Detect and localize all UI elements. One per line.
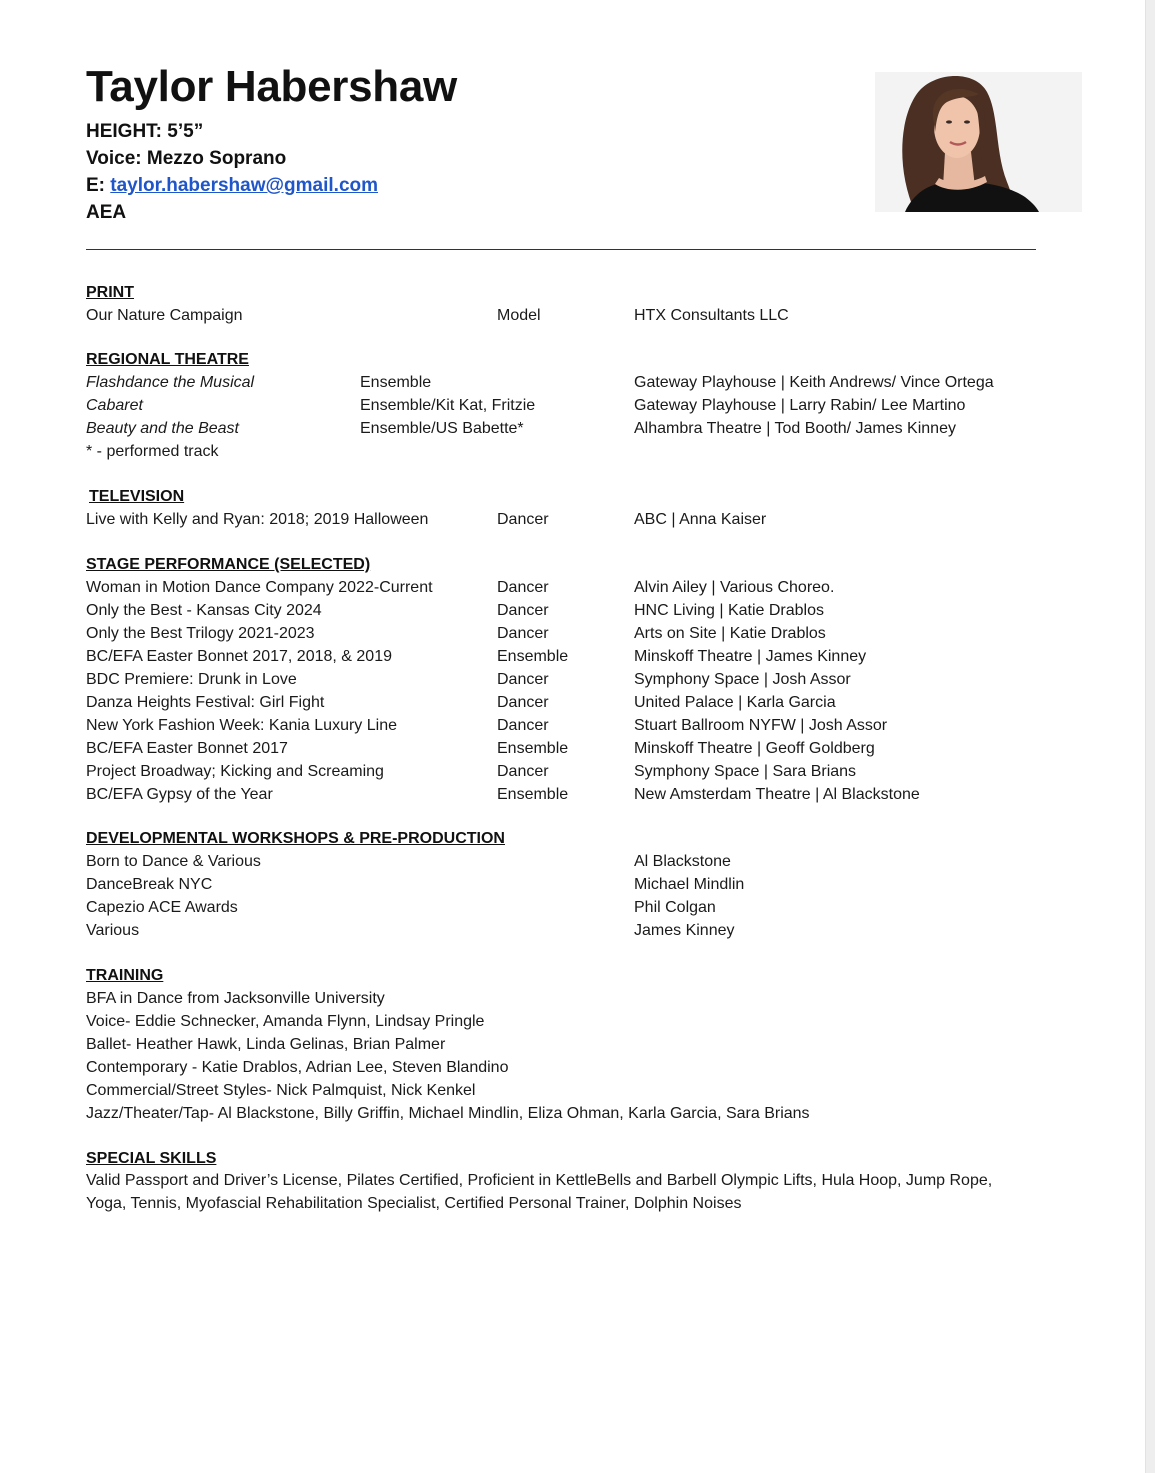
credit-row [86, 371, 1086, 394]
special-skills-section [86, 1147, 1026, 1215]
training-line: Commercial/Street Styles- Nick Palmquist, Nick Kenkel [86, 1082, 476, 1099]
role: Dancer [497, 717, 549, 734]
credit-row [86, 508, 1086, 531]
credit: Arts on Site | Katie Drablos [634, 625, 826, 642]
union-line: AEA [86, 202, 127, 223]
project: BC/EFA Easter Bonnet 2017 [86, 740, 288, 757]
role: Model [497, 307, 541, 324]
project: Only the Best Trilogy 2021-2023 [86, 625, 315, 642]
role: Ensemble/US Babette* [360, 420, 524, 437]
credit: James Kinney [634, 922, 735, 939]
credit: New Amsterdam Theatre | Al Blackstone [634, 786, 920, 803]
regional-theatre-section [86, 348, 1086, 463]
role: Dancer [497, 602, 549, 619]
headshot-illustration [875, 72, 1082, 212]
project: Only the Best - Kansas City 2024 [86, 602, 322, 619]
credit: Minskoff Theatre | James Kinney [634, 648, 867, 665]
page-edge [1145, 0, 1155, 1473]
email-line [86, 172, 378, 199]
credit-row [86, 599, 1086, 622]
skills-text: Valid Passport and Driver’s License, Pilates Certified, Proficient in KettleBells and Barbell Olympic Lifts, Hula Hoop, Jump Rope, Yoga, Tennis, Myofascial Rehabilitation Specialist, Certified Personal Trainer, Dolphin Noises [86, 1172, 993, 1212]
project: BDC Premiere: Drunk in Love [86, 671, 297, 688]
section-title: TRAINING [86, 967, 164, 984]
workshops-section [86, 827, 1086, 942]
credit: Stuart Ballroom NYFW | Josh Assor [634, 717, 888, 734]
credit-row [86, 645, 1086, 668]
email-prefix: E: [86, 175, 111, 196]
credit: Michael Mindlin [634, 876, 745, 893]
credit: Symphony Space | Josh Assor [634, 671, 851, 688]
contact-info [86, 118, 378, 226]
credit: Alhambra Theatre | Tod Booth/ James Kinney [634, 420, 956, 437]
credit: Al Blackstone [634, 853, 731, 870]
credit-row [86, 304, 1086, 327]
project: Capezio ACE Awards [86, 899, 238, 916]
role: Ensemble [497, 786, 569, 803]
project: BC/EFA Easter Bonnet 2017, 2018, & 2019 [86, 648, 392, 665]
training-line: Voice- Eddie Schnecker, Amanda Flynn, Lindsay Pringle [86, 1013, 485, 1030]
footnote: * - performed track [86, 443, 219, 460]
credit-row [86, 783, 1086, 806]
credit: HNC Living | Katie Drablos [634, 602, 825, 619]
height-line: HEIGHT: 5’5” [86, 121, 204, 142]
role: Dancer [497, 625, 549, 642]
credit: Alvin Ailey | Various Choreo. [634, 579, 835, 596]
project: Flashdance the Musical [86, 374, 255, 391]
credit: Phil Colgan [634, 899, 716, 916]
voice-line: Voice: Mezzo Soprano [86, 148, 287, 169]
section-title: DEVELOPMENTAL WORKSHOPS & PRE-PRODUCTION [86, 830, 505, 847]
project: Born to Dance & Various [86, 853, 261, 870]
role: Dancer [497, 511, 549, 528]
project: BC/EFA Gypsy of the Year [86, 786, 273, 803]
section-title: REGIONAL THEATRE [86, 351, 249, 368]
training-line: Jazz/Theater/Tap- Al Blackstone, Billy Griffin, Michael Mindlin, Eliza Ohman, Karla Garcia, Sara Brians [86, 1105, 810, 1122]
role: Ensemble [360, 374, 432, 391]
project: Our Nature Campaign [86, 307, 243, 324]
credit: United Palace | Karla Garcia [634, 694, 836, 711]
credit: HTX Consultants LLC [634, 307, 789, 324]
credit-row [86, 737, 1086, 760]
credit: Minskoff Theatre | Geoff Goldberg [634, 740, 875, 757]
section-title: TELEVISION [89, 488, 185, 505]
credit: Gateway Playhouse | Larry Rabin/ Lee Martino [634, 397, 966, 414]
television-section [86, 485, 1086, 531]
project: Various [86, 922, 140, 939]
credit: ABC | Anna Kaiser [634, 511, 767, 528]
credit: Symphony Space | Sara Brians [634, 763, 857, 780]
credit-row [86, 691, 1086, 714]
credit-row [86, 919, 1086, 942]
training-section [86, 964, 1086, 1125]
project: Project Broadway; Kicking and Screaming [86, 763, 384, 780]
credit-row [86, 622, 1086, 645]
credit-row [86, 850, 1086, 873]
credit: Gateway Playhouse | Keith Andrews/ Vince Ortega [634, 374, 994, 391]
project: Danza Heights Festival: Girl Fight [86, 694, 325, 711]
section-title: SPECIAL SKILLS [86, 1150, 217, 1167]
credit-row [86, 760, 1086, 783]
email-link[interactable]: taylor.habershaw@gmail.com [110, 175, 379, 196]
role: Ensemble [497, 740, 569, 757]
headshot-photo [875, 72, 1082, 212]
stage-performance-section [86, 553, 1086, 806]
performer-name: Taylor Habershaw [86, 62, 457, 111]
training-line: Contemporary - Katie Drablos, Adrian Lee, Steven Blandino [86, 1059, 509, 1076]
credit-row [86, 896, 1086, 919]
project: Woman in Motion Dance Company 2022-Current [86, 579, 433, 596]
role: Ensemble [497, 648, 569, 665]
project: Beauty and the Beast [86, 420, 239, 437]
credit-row [86, 668, 1086, 691]
role: Dancer [497, 763, 549, 780]
credit-row [86, 394, 1086, 417]
project: Live with Kelly and Ryan: 2018; 2019 Halloween [86, 511, 429, 528]
role: Dancer [497, 694, 549, 711]
print-section [86, 281, 1086, 327]
section-title: STAGE PERFORMANCE (SELECTED) [86, 556, 371, 573]
role: Dancer [497, 671, 549, 688]
role: Dancer [497, 579, 549, 596]
training-line: Ballet- Heather Hawk, Linda Gelinas, Brian Palmer [86, 1036, 446, 1053]
header-divider [86, 249, 1036, 250]
role: Ensemble/Kit Kat, Fritzie [360, 397, 536, 414]
project: Cabaret [86, 397, 143, 414]
credit-row [86, 873, 1086, 896]
training-line: BFA in Dance from Jacksonville University [86, 990, 385, 1007]
credit-row [86, 714, 1086, 737]
project: DanceBreak NYC [86, 876, 213, 893]
project: New York Fashion Week: Kania Luxury Line [86, 717, 397, 734]
credit-row [86, 576, 1086, 599]
credit-row [86, 417, 1086, 440]
section-title: PRINT [86, 284, 134, 301]
